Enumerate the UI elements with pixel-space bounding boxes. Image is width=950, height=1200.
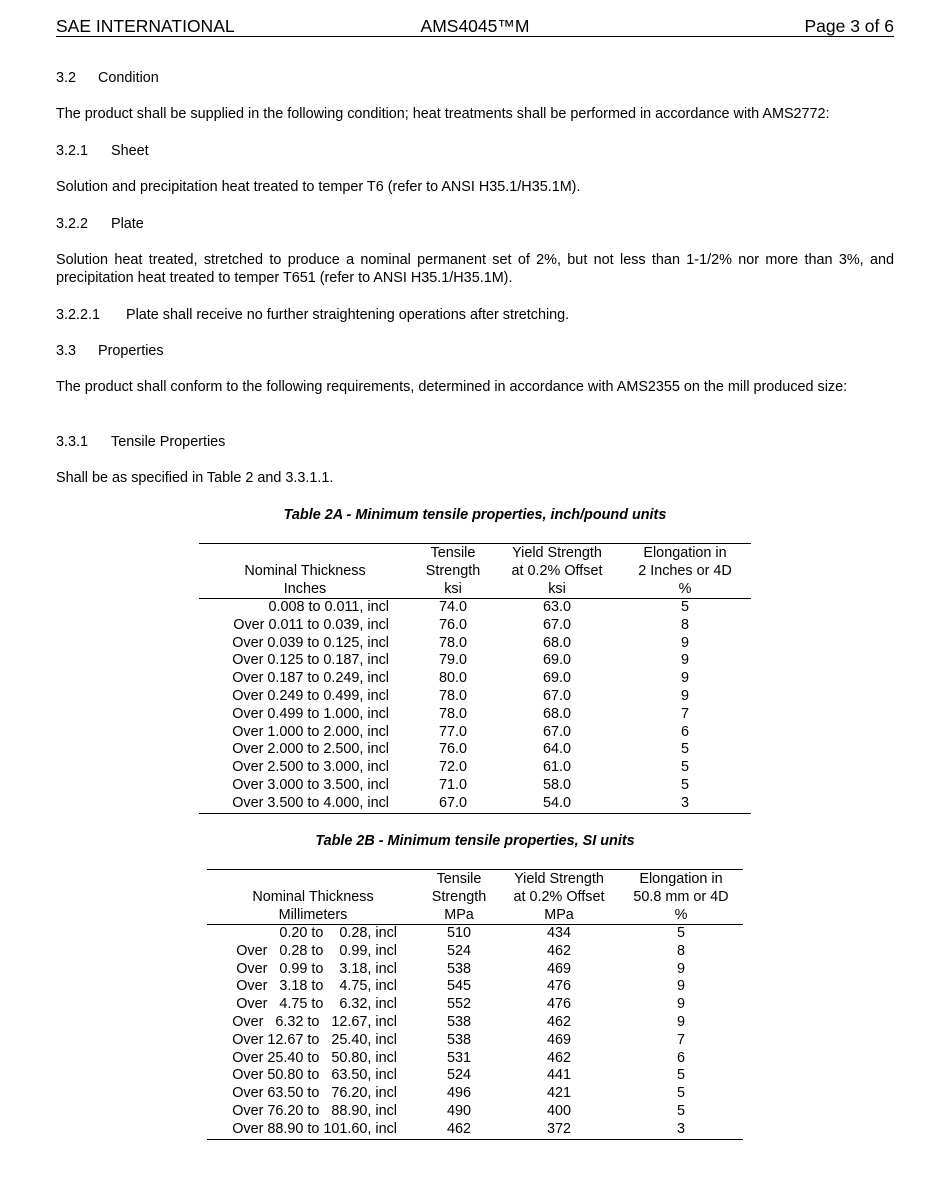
value-cell: 3 <box>619 1121 743 1139</box>
value-cell: 5 <box>680 741 689 758</box>
value-cell: 476 <box>546 978 571 995</box>
value-cell: 7 <box>680 705 689 722</box>
table-2b-header: Strength <box>431 889 487 905</box>
thickness-cell: 0.008 to 0.011, incl <box>268 599 389 615</box>
table-row <box>199 724 751 742</box>
value-cell: 5 <box>676 1067 685 1084</box>
value-cell: 9 <box>676 996 685 1013</box>
value-cell: 524 <box>446 942 471 959</box>
thickness-cell: Over 0.039 to 0.125, incl <box>232 634 389 651</box>
value-cell: 496 <box>446 1085 471 1102</box>
table-2b-header: Millimeters <box>207 906 419 925</box>
value-cell: 74.0 <box>438 599 467 615</box>
table-row <box>207 1032 743 1050</box>
table-2b-header: Yield Strength <box>499 870 619 889</box>
table-2a-header: ksi <box>495 580 619 599</box>
thickness-cell: Over 3.500 to 4.000, incl <box>199 795 411 813</box>
value-cell: 69.0 <box>542 652 571 669</box>
value-cell: 63.0 <box>542 599 571 615</box>
table-2b-header: Elongation in <box>619 870 743 889</box>
value-cell: 78.0 <box>438 634 467 651</box>
value-cell: 476 <box>546 996 571 1013</box>
value-cell: 68.0 <box>542 705 571 722</box>
table-row <box>199 652 751 670</box>
table-row <box>199 599 751 617</box>
table-2b-header: Tensile <box>419 870 499 889</box>
section-3-2-2-text: Solution heat treated, stretched to produce a nominal permanent set of 2%, but not less than 1-1/2% nor more than 3%, and precipitation heat treated to temper T651 (refer to ANSI H35.1/H35.1M). <box>56 252 894 286</box>
table-row <box>199 706 751 724</box>
section-3-2-1-heading: 3.2.1 Sheet <box>56 143 149 159</box>
value-cell: 67.0 <box>542 723 571 740</box>
value-cell: 462 <box>419 1121 499 1139</box>
thickness-cell: Over 2.500 to 3.000, incl <box>232 759 389 776</box>
value-cell: 524 <box>446 1067 471 1084</box>
value-cell: 79.0 <box>438 652 467 669</box>
table-row <box>199 617 751 635</box>
thickness-cell: Over 6.32 to 12.67, incl <box>232 1013 397 1030</box>
thickness-cell: Over 0.99 to 3.18, incl <box>236 960 397 977</box>
table-2a-header: ksi <box>411 580 495 599</box>
table-row <box>199 777 751 795</box>
thickness-cell: Over 0.28 to 0.99, incl <box>236 942 397 959</box>
thickness-cell: Over 25.40 to 50.80, incl <box>232 1049 397 1066</box>
table-2b-header <box>207 870 419 889</box>
value-cell: 61.0 <box>542 759 571 776</box>
table-2a-header: Strength <box>425 563 481 579</box>
table-2a-header: % <box>619 580 751 599</box>
value-cell: 7 <box>676 1031 685 1048</box>
thickness-cell: Over 0.187 to 0.249, incl <box>232 670 389 687</box>
thickness-cell: Over 0.011 to 0.039, incl <box>233 616 389 633</box>
table-row <box>199 795 751 813</box>
section-3-2-2-heading: 3.2.2 Plate <box>56 216 144 232</box>
header-page-number: Page 3 of 6 <box>804 16 894 36</box>
value-cell: 538 <box>446 960 471 977</box>
table-row <box>207 961 743 979</box>
value-cell: 5 <box>676 1102 685 1119</box>
value-cell: 78.0 <box>438 687 467 704</box>
section-3-3-1-text: Shall be as specified in Table 2 and 3.3.1.1. <box>56 470 334 486</box>
value-cell: 80.0 <box>438 670 467 687</box>
value-cell: 58.0 <box>542 776 571 793</box>
value-cell: 77.0 <box>438 723 467 740</box>
value-cell: 8 <box>676 942 685 959</box>
thickness-cell: Over 76.20 to 88.90, incl <box>232 1102 397 1119</box>
section-3-3-heading: 3.3 Properties <box>56 343 164 359</box>
value-cell: 5 <box>680 759 689 776</box>
table-2b-header: % <box>619 906 743 925</box>
header-doc-id: AMS4045™M <box>420 16 530 36</box>
value-cell: 78.0 <box>438 705 467 722</box>
table-2b-header: Nominal Thickness <box>252 889 374 905</box>
value-cell: 67.0 <box>542 687 571 704</box>
section-3-3-text: The product shall conform to the following requirements, determined in accordance with AMS2355 on the mill produced size: <box>56 379 848 395</box>
table-row <box>199 741 751 759</box>
value-cell: 538 <box>446 1031 471 1048</box>
value-cell: 490 <box>446 1102 471 1119</box>
table-2a-header: at 0.2% Offset <box>511 563 603 579</box>
value-cell: 68.0 <box>542 634 571 651</box>
section-3-2-1-text: Solution and precipitation heat treated to temper T6 (refer to ANSI H35.1/H35.1M). <box>56 179 581 195</box>
value-cell: 76.0 <box>438 616 467 633</box>
value-cell: 421 <box>546 1085 571 1102</box>
table-2b <box>207 869 743 1140</box>
value-cell: 462 <box>546 942 571 959</box>
value-cell: 5 <box>676 925 685 941</box>
section-3-3-1-heading: 3.3.1 Tensile Properties <box>56 434 226 450</box>
value-cell: 67.0 <box>411 795 495 813</box>
value-cell: 5 <box>676 1085 685 1102</box>
thickness-cell: Over 3.18 to 4.75, incl <box>236 978 397 995</box>
table-2a <box>199 543 751 814</box>
table-2a-header: Yield Strength <box>495 544 619 563</box>
thickness-cell: Over 0.125 to 0.187, incl <box>232 652 389 669</box>
table-row <box>207 1103 743 1121</box>
table-2a-header: Tensile <box>411 544 495 563</box>
thickness-cell: Over 2.000 to 2.500, incl <box>232 741 389 758</box>
table-row <box>207 943 743 961</box>
value-cell: 6 <box>680 723 689 740</box>
value-cell: 71.0 <box>438 776 467 793</box>
table-2a-header: 2 Inches or 4D <box>638 563 732 579</box>
value-cell: 6 <box>676 1049 685 1066</box>
thickness-cell: Over 3.000 to 3.500, incl <box>232 776 389 793</box>
value-cell: 76.0 <box>438 741 467 758</box>
thickness-cell: Over 12.67 to 25.40, incl <box>232 1031 397 1048</box>
table-2b-header: MPa <box>499 906 619 925</box>
value-cell: 441 <box>546 1067 571 1084</box>
value-cell: 9 <box>676 1013 685 1030</box>
section-3-2-text: The product shall be supplied in the following condition; heat treatments shall be performed in accordance with AMS2772: <box>56 106 830 122</box>
table-2b-header: MPa <box>419 906 499 925</box>
table-row <box>207 925 743 943</box>
value-cell: 462 <box>546 1013 571 1030</box>
value-cell: 5 <box>680 599 689 615</box>
value-cell: 9 <box>680 687 689 704</box>
value-cell: 469 <box>546 960 571 977</box>
page-header <box>56 16 894 37</box>
thickness-cell: Over 0.249 to 0.499, incl <box>232 687 389 704</box>
value-cell: 469 <box>546 1031 571 1048</box>
thickness-cell: 0.20 to 0.28, incl <box>279 925 397 941</box>
table-row <box>199 635 751 653</box>
table-row <box>207 1085 743 1103</box>
thickness-cell: Over 50.80 to 63.50, incl <box>232 1067 397 1084</box>
thickness-cell: Over 1.000 to 2.000, incl <box>232 723 389 740</box>
value-cell: 72.0 <box>438 759 467 776</box>
thickness-cell: Over 88.90 to 101.60, incl <box>207 1121 419 1139</box>
value-cell: 8 <box>680 616 689 633</box>
value-cell: 9 <box>676 978 685 995</box>
table-row <box>207 996 743 1014</box>
value-cell: 434 <box>546 925 571 941</box>
value-cell: 9 <box>676 960 685 977</box>
table-row <box>207 1014 743 1032</box>
table-row <box>199 759 751 777</box>
value-cell: 538 <box>446 1013 471 1030</box>
value-cell: 3 <box>619 795 751 813</box>
value-cell: 64.0 <box>542 741 571 758</box>
table-2b-header: 50.8 mm or 4D <box>633 889 729 905</box>
value-cell: 510 <box>446 925 471 941</box>
value-cell: 69.0 <box>542 670 571 687</box>
table-row <box>199 670 751 688</box>
section-3-2-heading: 3.2 Condition <box>56 70 159 86</box>
value-cell: 67.0 <box>542 616 571 633</box>
table-row <box>199 688 751 706</box>
table-2a-header <box>199 544 411 563</box>
value-cell: 9 <box>680 634 689 651</box>
table-row <box>207 1067 743 1085</box>
value-cell: 531 <box>446 1049 471 1066</box>
table-2a-header: Nominal Thickness <box>244 563 366 579</box>
table-2a-header: Inches <box>199 580 411 599</box>
value-cell: 462 <box>546 1049 571 1066</box>
value-cell: 9 <box>680 670 689 687</box>
section-3-2-2-1: 3.2.2.1 Plate shall receive no further straightening operations after stretching. <box>56 307 570 323</box>
thickness-cell: Over 4.75 to 6.32, incl <box>236 996 397 1013</box>
table-2b-caption: Table 2B - Minimum tensile properties, SI units <box>315 833 635 849</box>
value-cell: 552 <box>446 996 471 1013</box>
table-row <box>207 978 743 996</box>
value-cell: 400 <box>546 1102 571 1119</box>
value-cell: 5 <box>680 776 689 793</box>
value-cell: 372 <box>499 1121 619 1139</box>
thickness-cell: Over 0.499 to 1.000, incl <box>232 705 389 722</box>
value-cell: 9 <box>680 652 689 669</box>
thickness-cell: Over 63.50 to 76.20, incl <box>232 1085 397 1102</box>
table-2a-header: Elongation in <box>619 544 751 563</box>
table-2b-header: at 0.2% Offset <box>513 889 605 905</box>
table-row <box>207 1050 743 1068</box>
table-2a-caption: Table 2A - Minimum tensile properties, inch/pound units <box>283 507 667 523</box>
table-row <box>207 1121 743 1139</box>
header-org: SAE INTERNATIONAL <box>56 16 235 36</box>
value-cell: 545 <box>446 978 471 995</box>
value-cell: 54.0 <box>495 795 619 813</box>
